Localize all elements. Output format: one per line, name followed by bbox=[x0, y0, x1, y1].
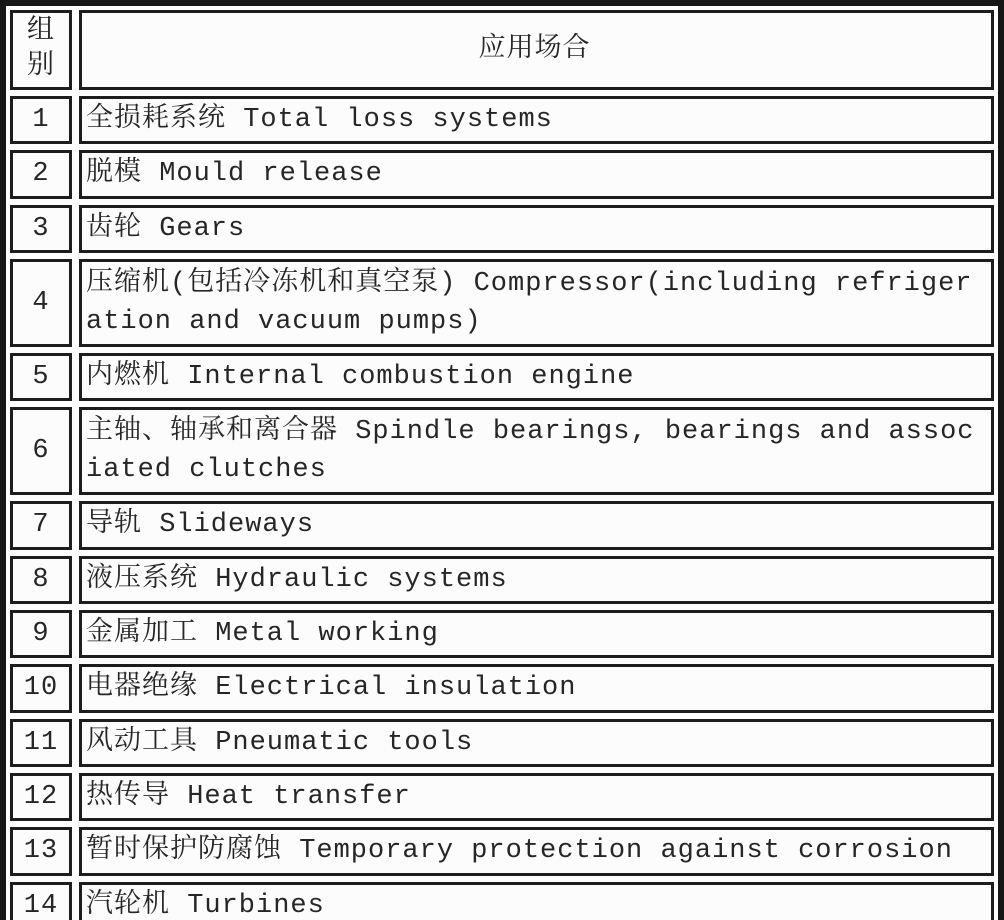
group-number-cell: 7 bbox=[10, 501, 72, 549]
group-number-cell: 4 bbox=[10, 259, 72, 347]
group-number-cell: 1 bbox=[10, 96, 72, 144]
table-row bbox=[10, 719, 994, 767]
application-cell: 液压系统 Hydraulic systems bbox=[79, 556, 994, 604]
application-cell: 风动工具 Pneumatic tools bbox=[79, 719, 994, 767]
application-cell: 电器绝缘 Electrical insulation bbox=[79, 664, 994, 712]
group-number-cell: 11 bbox=[10, 719, 72, 767]
table-row bbox=[10, 353, 994, 401]
group-number-cell: 12 bbox=[10, 773, 72, 821]
table-row bbox=[10, 556, 994, 604]
application-cell: 主轴、轴承和离合器 Spindle bearings, bearings and associated clutches bbox=[79, 407, 994, 495]
group-number-cell: 9 bbox=[10, 610, 72, 658]
table-header-row bbox=[10, 10, 994, 90]
group-number-cell: 3 bbox=[10, 205, 72, 253]
table-row bbox=[10, 96, 994, 144]
group-number-cell: 2 bbox=[10, 150, 72, 198]
application-cell: 汽轮机 Turbines bbox=[79, 882, 994, 920]
application-cell: 压缩机(包括冷冻机和真空泵) Compressor(including refrigeration and vacuum pumps) bbox=[79, 259, 994, 347]
table-row bbox=[10, 664, 994, 712]
group-number-cell: 10 bbox=[10, 664, 72, 712]
application-cell: 热传导 Heat transfer bbox=[79, 773, 994, 821]
application-cell: 内燃机 Internal combustion engine bbox=[79, 353, 994, 401]
table-row bbox=[10, 501, 994, 549]
table-row bbox=[10, 407, 994, 495]
group-number-cell: 13 bbox=[10, 827, 72, 875]
table-row bbox=[10, 882, 994, 920]
application-cell: 齿轮 Gears bbox=[79, 205, 994, 253]
application-cell: 金属加工 Metal working bbox=[79, 610, 994, 658]
table-row bbox=[10, 205, 994, 253]
group-number-cell: 6 bbox=[10, 407, 72, 495]
application-header-cell: 应用场合 bbox=[79, 10, 994, 90]
table-row bbox=[10, 259, 994, 347]
table-row bbox=[10, 610, 994, 658]
application-cell: 导轨 Slideways bbox=[79, 501, 994, 549]
application-cell: 全损耗系统 Total loss systems bbox=[79, 96, 994, 144]
application-cell: 脱模 Mould release bbox=[79, 150, 994, 198]
group-number-cell: 5 bbox=[10, 353, 72, 401]
table-row bbox=[10, 150, 994, 198]
table-row bbox=[10, 773, 994, 821]
group-number-cell: 8 bbox=[10, 556, 72, 604]
group-header-cell: 组 别 bbox=[10, 10, 72, 90]
table-row bbox=[10, 827, 994, 875]
application-cell: 暂时保护防腐蚀 Temporary protection against corrosion bbox=[79, 827, 994, 875]
group-number-cell: 14 bbox=[10, 882, 72, 920]
